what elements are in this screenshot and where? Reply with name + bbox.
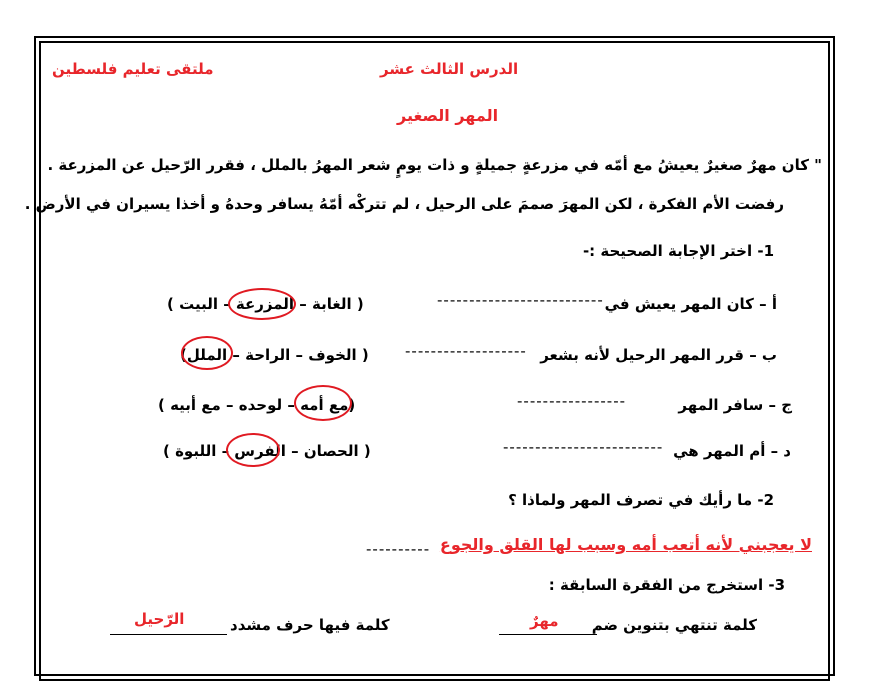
q2-answer: لا يعجبني لأنه أتعب أمه وسبب لها القلق والجوع <box>439 535 812 554</box>
q3-shadda-answer-line <box>110 634 227 635</box>
q1-item-b-stem: ب – قرر المهر الرحيل لأنه بشعر <box>540 346 777 364</box>
q1-item-a-answer-circle <box>228 288 296 320</box>
q1-item-c-stem: ج – سافر المهر <box>678 396 792 414</box>
q1-title: 1- اختر الإجابة الصحيحة :- <box>582 242 774 260</box>
q1-item-d-answer-circle <box>226 433 280 467</box>
passage-line-2: رفضت الأم الفكرة ، لكن المهرَ صممَ على الرحيل ، لم تتركْه أمّهُ يسافر وحدهُ و أخذا يسيران في الأرض . <box>24 195 784 213</box>
q3-tanween-answer: مهرٌ <box>530 612 559 630</box>
q1-item-b-dashes: ------------------- <box>405 342 527 360</box>
q1-item-d-dashes: ------------------------- <box>503 438 664 456</box>
q3-shadda-label: كلمة فيها حرف مشدد <box>230 616 390 634</box>
passage-line-1: " كان مهرٌ صغيرٌ يعيشُ مع أمّه في مزرعةٍ جميلةٍ و ذات يومٍ شعر المهرُ بالملل ، فقرر الرّحيل عن المزرعة . <box>47 156 822 174</box>
q1-item-d-options: ( الحصان – الفرس – اللبوة ) <box>163 442 371 460</box>
q1-item-b-options: ( الخوف – الراحة – الملل) <box>180 346 369 364</box>
lesson-number: الدرس الثالث عشر <box>380 60 519 78</box>
q2-dashes: ---------- <box>366 540 431 558</box>
q3-title: 3- استخرج من الفقرة السابقة : <box>548 576 785 594</box>
q1-item-a-dashes: -------------------------- <box>437 291 604 309</box>
q1-item-c-options: (مع أمه – لوحده – مع أبيه ) <box>158 396 356 414</box>
q3-shadda-answer: الرّحيل <box>134 610 185 628</box>
q1-item-a-options: ( الغابة – المزرعة – البيت ) <box>167 295 364 313</box>
q3-tanween-label: كلمة تنتهي بتنوين ضم <box>591 616 757 634</box>
q1-item-c-answer-circle <box>294 385 352 421</box>
q2-title: 2- ما رأيك في تصرف المهر ولماذا ؟ <box>508 491 774 509</box>
q1-item-b-answer-circle <box>181 336 233 370</box>
q3-tanween-answer-line <box>499 634 597 635</box>
lesson-title: المهر الصغير <box>397 106 499 125</box>
q1-item-c-dashes: ----------------- <box>517 392 627 410</box>
q1-item-a-stem: أ – كان المهر يعيش في <box>604 295 777 313</box>
q1-item-d-stem: د – أم المهر هي <box>673 442 791 460</box>
site-name: ملتقى تعليم فلسطين <box>52 60 214 78</box>
